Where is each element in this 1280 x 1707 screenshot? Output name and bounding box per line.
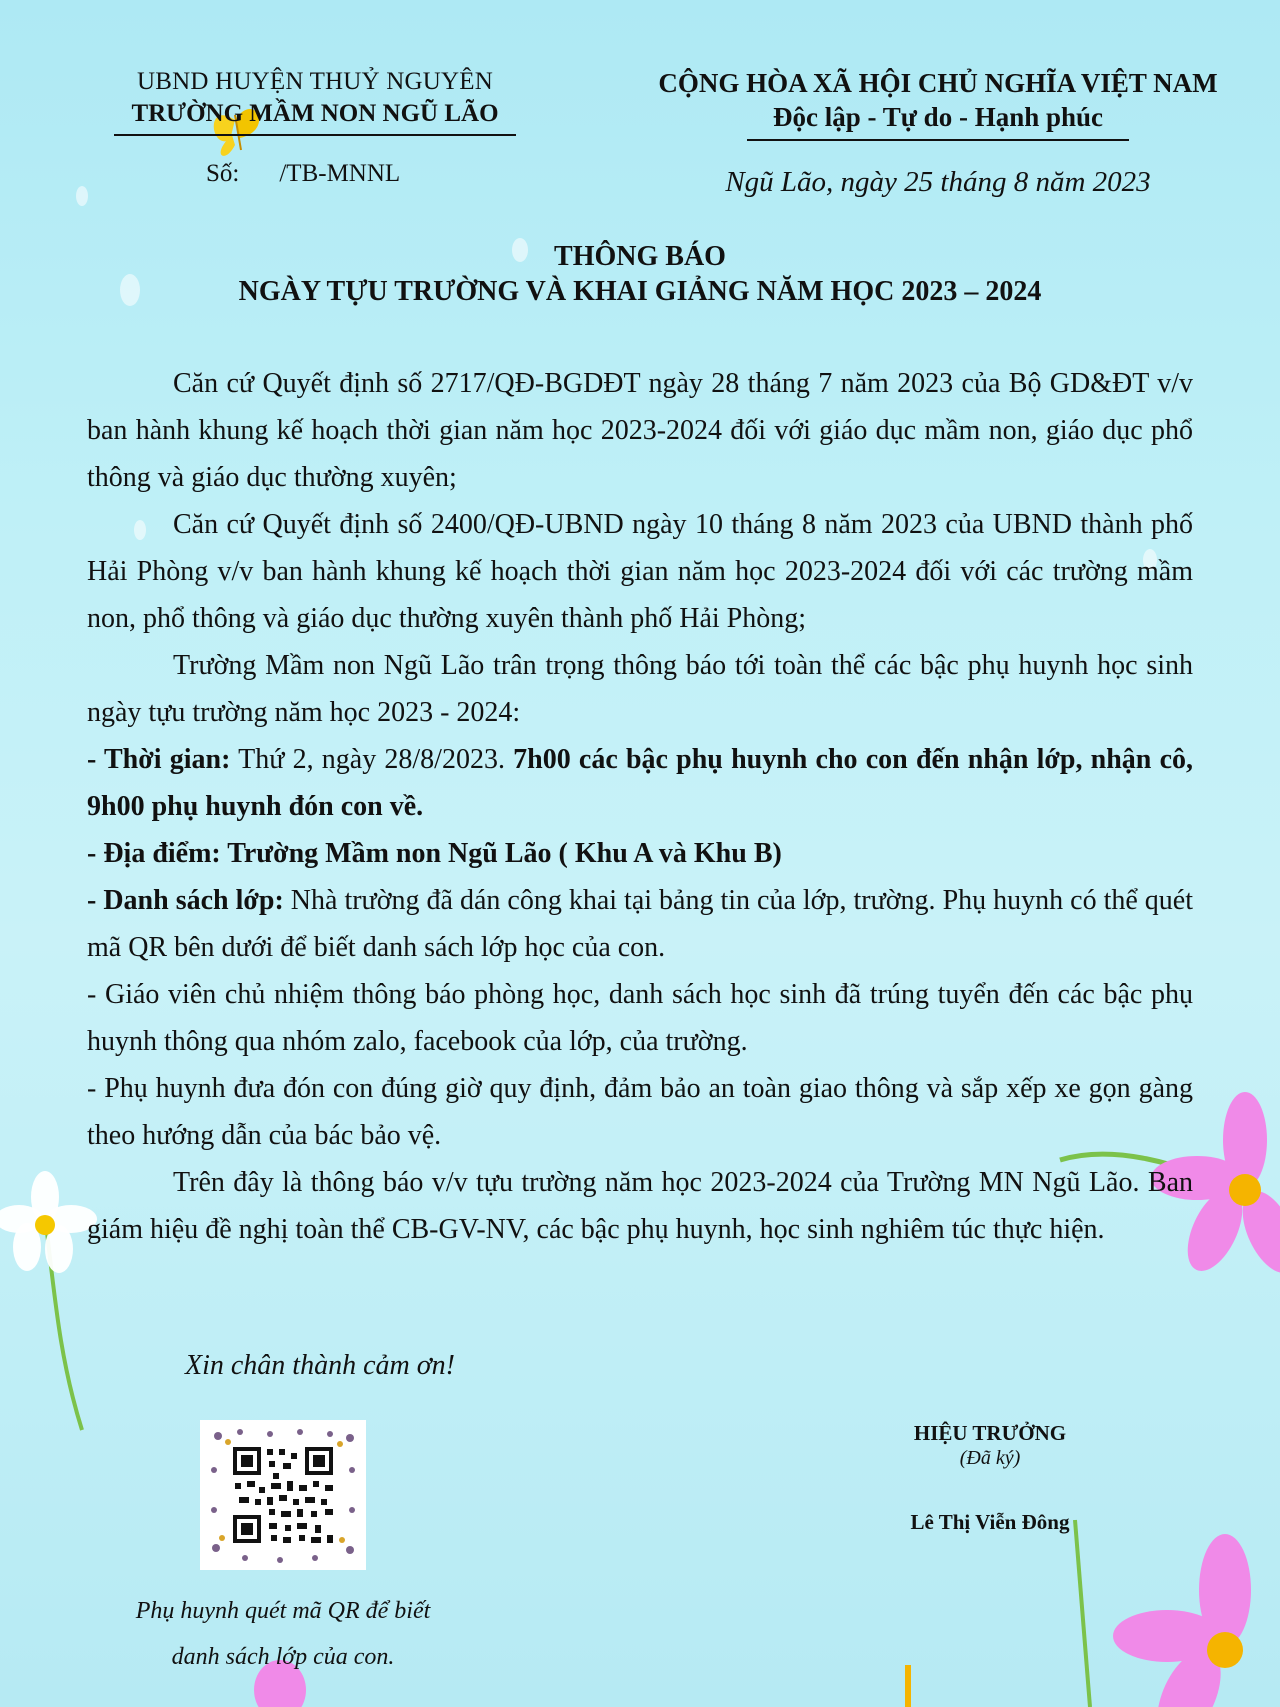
paragraph-class-list [87, 877, 1193, 971]
time-label: - Thời gian: [87, 744, 231, 775]
header-left-underline [114, 134, 516, 136]
thanks-text: Xin chân thành cảm ơn! [185, 1350, 456, 1381]
qr-code-icon[interactable] [200, 1420, 366, 1570]
header-left [90, 66, 540, 136]
paragraph-location [87, 830, 1193, 877]
signed-note: (Đã ký) [959, 1447, 1021, 1469]
paragraph-legal-basis-2: Căn cứ Quyết định số 2400/QĐ-UBND ngày 10 tháng 8 năm 2023 của UBND thành phố Hải Phòng v/v ban hành khung kế hoạch thời gian năm học 2023-2024 đối với các trường mầm non, phổ thông và giáo dục thường xuyên thành phố Hải Phòng; [87, 509, 1193, 634]
document-number-code: /TB-MNNL [279, 160, 401, 187]
paragraph-legal-basis-1: Căn cứ Quyết định số 2717/QĐ-BGDĐT ngày 28 tháng 7 năm 2023 của Bộ GD&ĐT v/v ban hành khung kế hoạch thời gian năm học 2023-2024 đối với giáo dục mầm non, giáo dục phổ thông và giáo dục thường xuyên; [87, 368, 1193, 493]
paragraph-time [87, 736, 1193, 830]
paragraph-announcement: Trường Mầm non Ngũ Lão trân trọng thông báo tới toàn thể các bậc phụ huynh học sinh ngày tựu trường năm học 2023 - 2024: [87, 650, 1193, 728]
signer-name: Lê Thị Viễn Đông [910, 1510, 1070, 1534]
time-date: Thứ 2, ngày 28/8/2023. [230, 744, 514, 775]
document-number [206, 160, 400, 188]
qr-caption-line-1: Phụ huynh quét mã QR để biết [135, 1598, 431, 1624]
paragraph-closing: Trên đây là thông báo v/v tựu trường năm học 2023-2024 của Trường MN Ngũ Lão. Ban giám hiệu đề nghị toàn thể CB-GV-NV, các bậc phụ huynh, học sinh nghiêm túc thực hiện. [87, 1167, 1193, 1245]
time-detail: 7h00 các bậc phụ huynh cho con đến nhận lớp, nhận cô, 9h00 phụ huynh đón con về. [87, 744, 1193, 822]
header-right [618, 66, 1258, 141]
agency-name: UBND HUYỆN THUỶ NGUYÊN [137, 68, 493, 95]
signer-role: HIỆU TRƯỞNG [913, 1421, 1067, 1445]
class-list-text: Nhà trường đã dán công khai tại bảng tin của lớp, trường. Phụ huynh có thể quét mã QR bên dưới để biết danh sách lớp học của con. [87, 885, 1193, 963]
signature-block [860, 1420, 1120, 1535]
paragraph-parent-note: - Phụ huynh đưa đón con đúng giờ quy định, đảm bảo an toàn giao thông và sắp xếp xe gọn gàng theo hướng dẫn của bác bảo vệ. [87, 1073, 1193, 1151]
national-motto: Độc lập - Tự do - Hạnh phúc [772, 102, 1104, 132]
qr-caption-line-2: danh sách lớp của con. [171, 1644, 395, 1670]
document-body [87, 360, 1193, 1253]
place-date: Ngũ Lão, ngày 25 tháng 8 năm 2023 [725, 166, 1151, 198]
header-right-underline [747, 139, 1129, 141]
nation-name: CỘNG HÒA XÃ HỘI CHỦ NGHĨA VIỆT NAM [658, 68, 1218, 98]
qr-caption [100, 1588, 466, 1680]
title-line-1: THÔNG BÁO [554, 241, 726, 272]
location-text: - Địa điểm: Trường Mầm non Ngũ Lão ( Khu A và Khu B) [87, 838, 782, 869]
class-list-label: - Danh sách lớp: [87, 885, 284, 916]
school-name: TRƯỜNG MẦM NON NGŨ LÃO [131, 100, 499, 127]
document-title [0, 240, 1280, 310]
document-number-label: Số: [206, 160, 240, 187]
paragraph-teacher-note: - Giáo viên chủ nhiệm thông báo phòng học, danh sách học sinh đã trúng tuyển đến các bậc phụ huynh thông qua nhóm zalo, facebook của lớp, của trường. [87, 979, 1193, 1057]
title-line-2: NGÀY TỰU TRƯỜNG VÀ KHAI GIẢNG NĂM HỌC 2023 – 2024 [238, 276, 1042, 307]
